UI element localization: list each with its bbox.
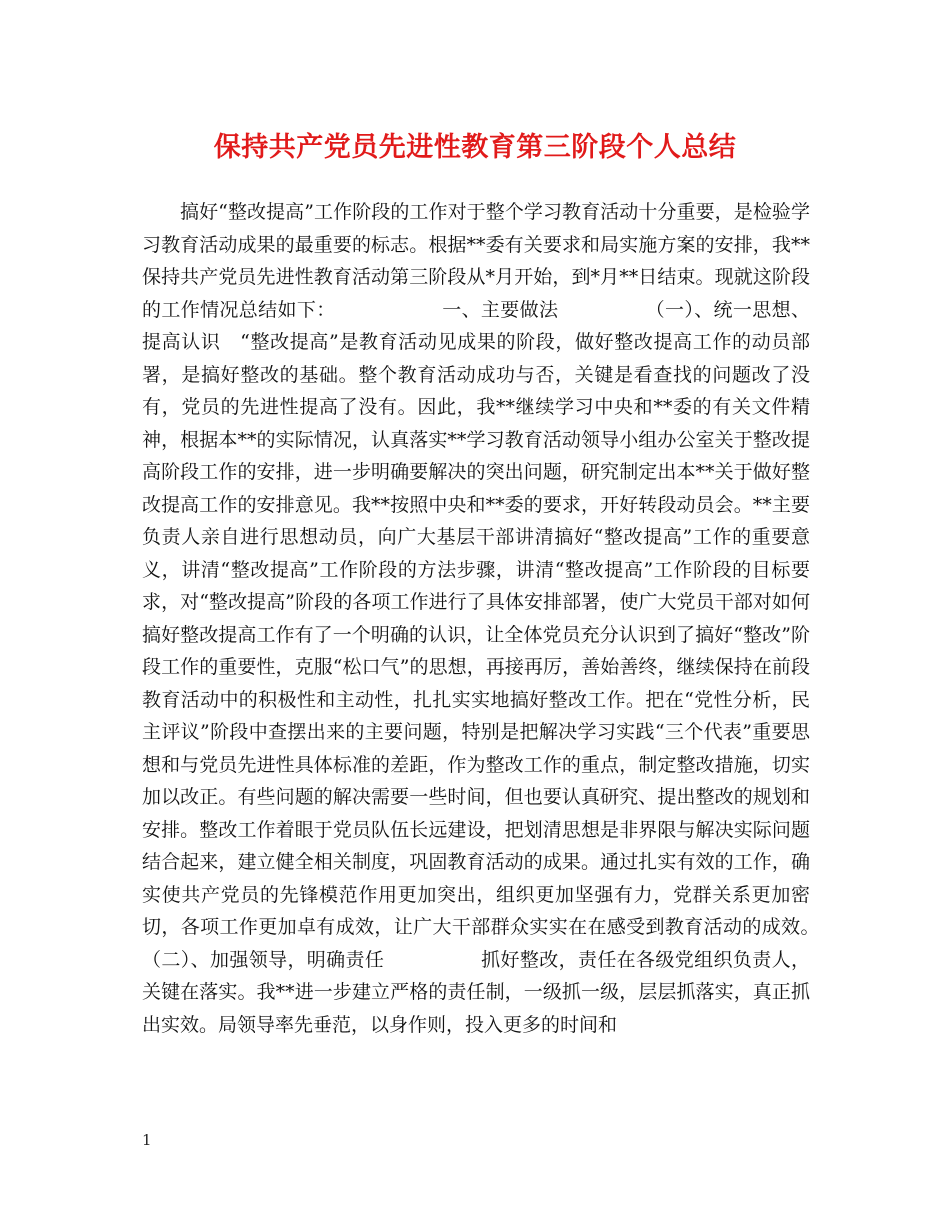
document-title: 保持共产党员先进性教育第三阶段个人总结 xyxy=(213,132,737,163)
document-body-paragraph: 搞好“整改提高”工作阶段的工作对于整个学习教育活动十分重要，是检验学习教育活动成果的最重要的标志。根据**委有关要求和局实施方案的安排，我**保持共产党员先进性教育活动第三阶段从*月开始，到*月**日结束。现就这阶段的工作情况总结如下： 一、主要做法 （一）、统一思想、提高认识 “整改提高”是教育活动见成果的阶段，做好整改提高工作的动员部署，是搞好整改的基础。整个教育活动成功与否，关键是看查找的问题改了没有，党员的先进性提高了没有。因此，我**继续学习中央和**委的有关文件精神，根据本**的实际情况，认真落实**学习教育活动领导小组办公室关于整改提高阶段工作的安排，进一步明确要解决的突出问题，研究制定出本**关于做好整改提高工作的安排意见。我**按照中央和**委的要求，开好转段动员会。**主要负责人亲自进行思想动员，向广大基层干部讲清搞好“整改提高”工作的重要意义，讲清“整改提高”工作阶段的方法步骤，讲清“整改提高”工作阶段的目标要求，对“整改提高”阶段的各项工作进行了具体安排部署，使广大党员干部对如何搞好整改提高工作有了一个明确的认识，让全体党员充分认识到了搞好“整改”阶段工作的重要性，克服“松口气”的思想，再接再厉，善始善终，继续保持在前段教育活动中的积极性和主动性，扎扎实实地搞好整改工作。把在“党性分析，民主评议”阶段中查摆出来的主要问题，特别是把解决学习实践“三个代表”重要思想和与党员先进性具体标准的差距，作为整改工作的重点，制定整改措施，切实加以改正。有些问题的解决需要一些时间，但也要认真研究、提出整改的规划和安排。整改工作着眼于党员队伍长远建设，把划清思想是非界限与解决实际问题结合起来，建立健全相关制度，巩固教育活动的成果。通过扎实有效的工作，确实使共产党员的先锋模范作用更加突出，组织更加坚强有力，党群关系更加密切，各项工作更加卓有成效，让广大干部群众实实在在感受到教育活动的成效。 （二）、加强领导，明确责任 抓好整改，责任在各级党组织负责人，关键在落实。我**进一步建立严格的责任制，一级抓一级，层层抓落实，真正抓出实效。局领导率先垂范，以身作则，投入更多的时间和 xyxy=(142,201,925,1036)
page-number: 1 xyxy=(142,1131,152,1149)
